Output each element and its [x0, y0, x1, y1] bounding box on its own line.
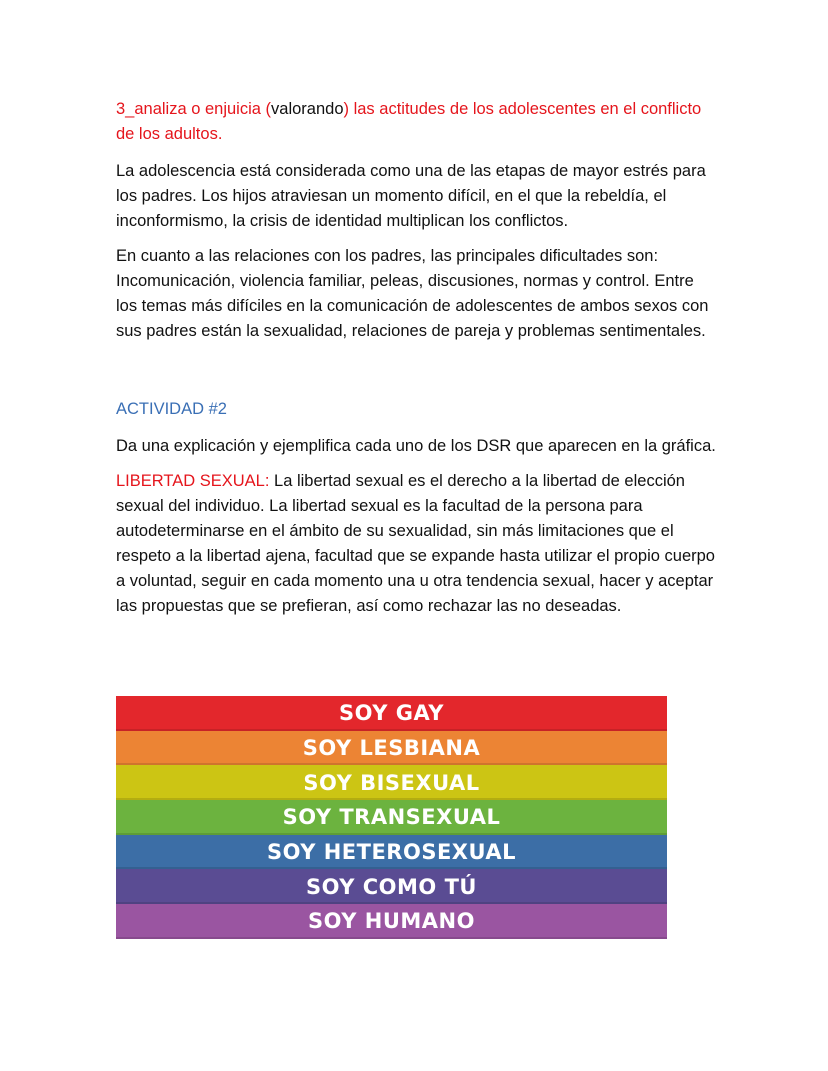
flag-stripe-como-tu: SOY COMO TÚ: [116, 869, 667, 904]
paragraph-adolescence: La adolescencia está considerada como una de las etapas de mayor estrés para los padres. Los hijos atraviesan un momento difícil, en el que la rebeldía, el inconformismo, la crisis de identidad multiplican los conflictos.: [116, 162, 706, 230]
flag-stripe-bisexual: SOY BISEXUAL: [116, 765, 667, 800]
question-text-start: 3_analiza o enjuicia (: [116, 100, 272, 118]
rainbow-flag-image: [116, 696, 667, 939]
flag-stripe-heterosexual: SOY HETEROSEXUAL: [116, 835, 667, 870]
flag-stripe-lesbiana: SOY LESBIANA: [116, 731, 667, 766]
question-text-end: ) las actitudes de los adolescentes en el conflicto de los adultos.: [116, 100, 702, 143]
flag-stripe-transexual: SOY TRANSEXUAL: [116, 800, 667, 835]
document-content: [116, 97, 716, 619]
flag-stripe-gay: SOY GAY: [116, 696, 667, 731]
question-heading: [116, 97, 716, 147]
activity-instruction: Da una explicación y ejemplifica cada uno de los DSR que aparecen en la gráfica.: [116, 437, 716, 455]
libertad-label: LIBERTAD SEXUAL:: [116, 472, 270, 490]
paragraph-libertad-sexual: [116, 469, 716, 619]
question-text-highlight: valorando: [271, 100, 344, 118]
flag-stripe-humano: SOY HUMANO: [116, 904, 667, 939]
activity-heading: ACTIVIDAD #2: [116, 400, 227, 418]
paragraph-relations: En cuanto a las relaciones con los padres, las principales dificultades son: Incomunicación, violencia familiar, peleas, discusiones, normas y control. Entre los temas más difíciles en la comunicación de adolescentes de ambos sexos con sus padres están la sexualidad, relaciones de pareja y problemas sentimentales.: [116, 247, 709, 340]
libertad-text: La libertad sexual es el derecho a la libertad de elección sexual del individuo. La libertad sexual es la facultad de la persona para autodeterminarse en el ámbito de su sexualidad, sin más limitaciones que el respeto a la libertad ajena, facultad que se expande hasta utilizar el propio cuerpo a voluntad, seguir en cada momento una u otra tendencia sexual, hacer y aceptar las propuestas que se prefieran, así como rechazar las no deseadas.: [116, 472, 715, 615]
